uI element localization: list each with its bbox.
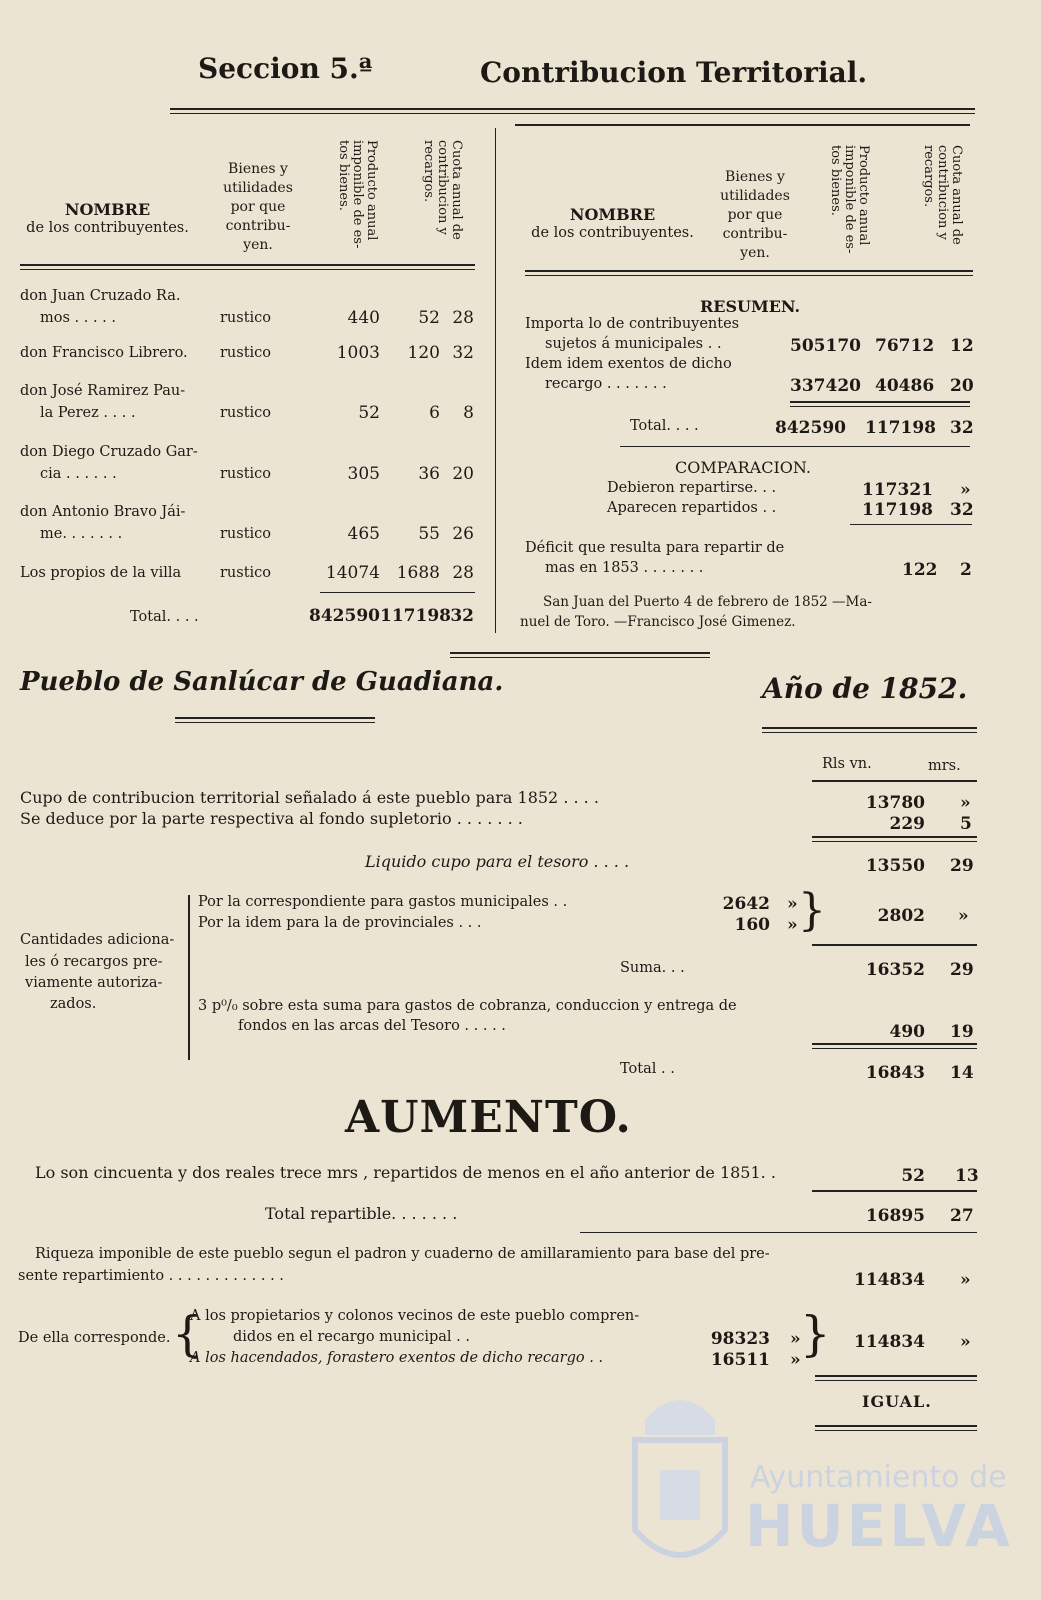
deduce-rule [812,836,977,842]
col-header-rule [812,780,977,782]
deficit-line2: mas en 1853 . . . . . . . [545,560,704,576]
left-row-mrs: 20 [452,464,474,484]
pueblo-total-label: Total . . [620,1061,675,1077]
right-header-rule [525,270,973,276]
debieron-value: 117321 [862,480,933,500]
pueblo-total-rls: 16843 [865,1063,925,1083]
left-row-type: rustico [220,405,272,421]
suma-label: Suma. . . [620,960,685,976]
left-row-reales: 1688 [396,563,440,583]
provinciales-value: 160 [734,915,770,935]
cupo-mrs: » [960,793,971,813]
cantidades-brace [188,895,190,1060]
resumen-v2b: 40486 [875,376,935,396]
provinciales-mrs: » [787,915,798,935]
pueblo-rule-right [762,727,977,733]
right-col-bienes: Bienes y utilidades por que contribu- yen. [720,169,790,261]
col-rls: Rls vn. [822,756,872,772]
resumen-line3: Idem idem exentos de dicho [525,356,732,372]
left-total-producto: 842590 [309,606,380,626]
recargos-brace: } [798,885,826,936]
right-total-v: 842590 [775,418,846,438]
resumen-v1c: 12 [950,336,974,356]
municipales-text: Por la correspondiente para gastos municipales . . [198,894,568,910]
right-col-name [520,205,705,243]
deduce-rls: 229 [889,814,925,834]
left-row-reales: 52 [418,308,440,328]
hac-value: 16511 [710,1350,770,1370]
left-row-name-cont: mos . . . . . [40,310,117,326]
pct-rule [812,1043,977,1049]
igual-bottom-rule [815,1425,977,1431]
repartible-rule [580,1232,977,1233]
section-number: Seccion 5.ª [198,52,373,85]
resumen-v1b: 76712 [875,336,935,356]
provinciales-text: Por la idem para la de provinciales . . . [198,915,482,931]
left-col-producto: Producto anual imponible de es- tos bienes. [336,140,379,249]
left-total-rule [320,592,475,593]
resumen-v2c: 20 [950,376,974,396]
pct-mrs: 19 [950,1022,974,1042]
recargos-sum: 2802 [877,906,925,926]
riqueza-mrs: » [960,1270,971,1290]
corresponde-brace: { [172,1306,203,1362]
left-row-producto: 52 [358,403,380,423]
aumento-heading: AUMENTO. [345,1092,632,1143]
resumen-v2: 337420 [790,376,861,396]
repartible-mrs: 27 [950,1206,974,1226]
deduce-text: Se deduce por la parte respectiva al fondo supletorio . . . . . . . [20,809,523,828]
left-row-mrs: 28 [452,563,474,583]
repartible-label: Total repartible. . . . . . . [265,1204,458,1223]
riqueza-rls: 114834 [854,1270,925,1290]
recargos-rule [812,944,977,946]
right-col-cuota: Cuota anual de contribucion y recargos. [921,145,964,245]
column-divider [495,128,496,633]
pct-line1: 3 p⁰/₀ sobre esta suma para gastos de cobranza, conduccion y entrega de [198,998,737,1014]
left-row-name: don Diego Cruzado Gar- [20,444,198,460]
aumento-rule [812,1190,977,1192]
pueblo-year: Año de 1852. [762,672,968,705]
left-row-mrs: 26 [452,524,474,544]
header-rule [170,108,975,114]
resumen-v1: 505170 [790,336,861,356]
hac-mrs: » [790,1350,801,1370]
prop-line1: A los propietarios y colonos vecinos de este pueblo compren- [190,1308,640,1324]
corresponde-close-brace: } [800,1306,831,1362]
municipales-value: 2642 [722,894,770,914]
deduce-mrs: 5 [960,814,972,834]
page-title: Contribucion Territorial. [480,56,868,89]
aumento-mrs: 13 [955,1166,979,1186]
repartible-rls: 16895 [865,1206,925,1226]
left-row-name: don Francisco Librero. [20,345,188,361]
left-row-type: rustico [220,466,272,482]
igual-label: IGUAL. [862,1392,932,1411]
left-col-name-sub: de los contribuyentes. [26,220,189,236]
left-total-label: Total. . . . [130,609,199,625]
cantidades-label-3: viamente autoriza- [25,975,163,991]
left-row-type: rustico [220,526,272,542]
watermark-line1: Ayuntamiento de [750,1460,1007,1495]
aparecen-mrs: 32 [950,500,974,520]
aparecen-label: Aparecen repartidos . . [607,500,777,516]
right-total-vb: 117198 [865,418,936,438]
left-row-reales: 6 [429,403,440,423]
pct-line2: fondos en las arcas del Tesoro . . . . . [238,1018,506,1034]
signature-line1: San Juan del Puerto 4 de febrero de 1852 —Ma- [543,594,872,610]
right-col-producto: Producto anual imponible de es- tos bienes. [828,145,871,254]
cupo-rls: 13780 [865,793,925,813]
left-total-reales: 117198 [380,606,451,626]
left-col-name-title: NOMBRE [64,200,151,219]
left-row-producto: 305 [347,464,380,484]
right-total-label: Total. . . . [630,418,699,434]
left-row-name: don Antonio Bravo Jái- [20,504,186,520]
resumen-rule [790,401,970,407]
left-row-mrs: 8 [463,403,474,423]
left-row-producto: 1003 [336,343,380,363]
comparacion-rule [850,524,972,525]
igual-rule [815,1375,977,1381]
signature-line2: nuel de Toro. —Francisco José Gimenez. [520,614,796,630]
resumen-line4: recargo . . . . . . . [545,376,667,392]
comparacion-title: COMPARACION. [675,458,811,477]
coat-of-arms-icon [625,1380,735,1580]
prop-mrs: » [790,1329,801,1349]
right-col-name-title: NOMBRE [569,205,656,224]
hac-line: A los hacendados, forastero exentos de dicho recargo . . [190,1350,604,1366]
right-total-rule [620,446,970,447]
cantidades-label-2: les ó recargos pre- [25,954,163,970]
left-row-name-cont: la Perez . . . . [40,405,136,421]
liquido-mrs: 29 [950,856,974,876]
left-row-producto: 14074 [325,563,380,583]
prop-value: 98323 [710,1329,770,1349]
pueblo-rule-left [175,717,375,723]
left-row-mrs: 28 [452,308,474,328]
left-header-rule [20,264,475,270]
municipales-mrs: » [787,894,798,914]
riqueza-line2: sente repartimiento . . . . . . . . . . . . . [18,1268,284,1284]
resumen-line1: Importa lo de contribuyentes [525,316,740,332]
suma-rls: 16352 [865,960,925,980]
prop-line2: didos en el recargo municipal . . [233,1329,470,1345]
left-row-mrs: 32 [452,343,474,363]
right-col-name-sub: de los contribuyentes. [531,225,694,241]
resumen-title: RESUMEN. [700,297,801,316]
pueblo-total-mrs: 14 [950,1063,974,1083]
deficit-line1: Déficit que resulta para repartir de [525,540,785,556]
left-row-name-cont: cia . . . . . . [40,466,117,482]
left-row-reales: 36 [418,464,440,484]
mid-divider [450,652,710,658]
left-row-name: Los propios de la villa [20,565,182,581]
left-row-producto: 440 [347,308,380,328]
cantidades-label-1: Cantidades adiciona- [20,932,175,948]
aparecen-value: 117198 [862,500,933,520]
left-row-name-cont: me. . . . . . . [40,526,123,542]
left-row-type: rustico [220,345,272,361]
deficit-mrs: 2 [960,560,972,580]
col-mrs: mrs. [928,758,961,774]
corresponde-label: De ella corresponde. [18,1330,171,1346]
left-col-cuota: Cuota anual de contribucion y recargos. [421,140,464,240]
left-col-bienes: Bienes y utilidades por que contribu- yen. [223,161,293,253]
watermark-line2: HUELVA [745,1492,1014,1560]
corresponde-total: 114834 [854,1332,925,1352]
cantidades-label-4: zados. [50,996,97,1012]
left-col-name [20,200,195,238]
left-row-reales: 55 [418,524,440,544]
debieron-mrs: » [960,480,971,500]
riqueza-line1: Riqueza imponible de este pueblo segun el padron y cuaderno de amillaramiento para base del pre- [35,1246,770,1262]
suma-mrs: 29 [950,960,974,980]
resumen-line2: sujetos á municipales . . [545,336,722,352]
left-row-type: rustico [220,565,272,581]
aumento-text: Lo son cincuenta y dos reales trece mrs , repartidos de menos en el año anterior de 1851. . [35,1163,776,1182]
left-row-type: rustico [220,310,272,326]
right-total-vc: 32 [950,418,974,438]
pct-rls: 490 [889,1022,925,1042]
deficit-value: 122 [902,560,938,580]
cupo-text: Cupo de contribucion territorial señalado á este pueblo para 1852 . . . . [20,788,599,807]
right-top-rule [515,124,970,126]
recargos-sum-mrs: » [958,906,969,926]
debieron-label: Debieron repartirse. . . [607,480,777,496]
liquido-text: Liquido cupo para el tesoro . . . . [365,852,630,871]
left-total-mrs: 32 [450,606,474,626]
left-row-producto: 465 [347,524,380,544]
liquido-rls: 13550 [865,856,925,876]
corresponde-total-mrs: » [960,1332,971,1352]
aumento-rls: 52 [901,1166,925,1186]
left-row-name: don Juan Cruzado Ra. [20,288,181,304]
pueblo-title: Pueblo de Sanlúcar de Guadiana. [20,667,504,697]
left-row-name: don José Ramirez Pau- [20,383,186,399]
left-row-reales: 120 [407,343,440,363]
